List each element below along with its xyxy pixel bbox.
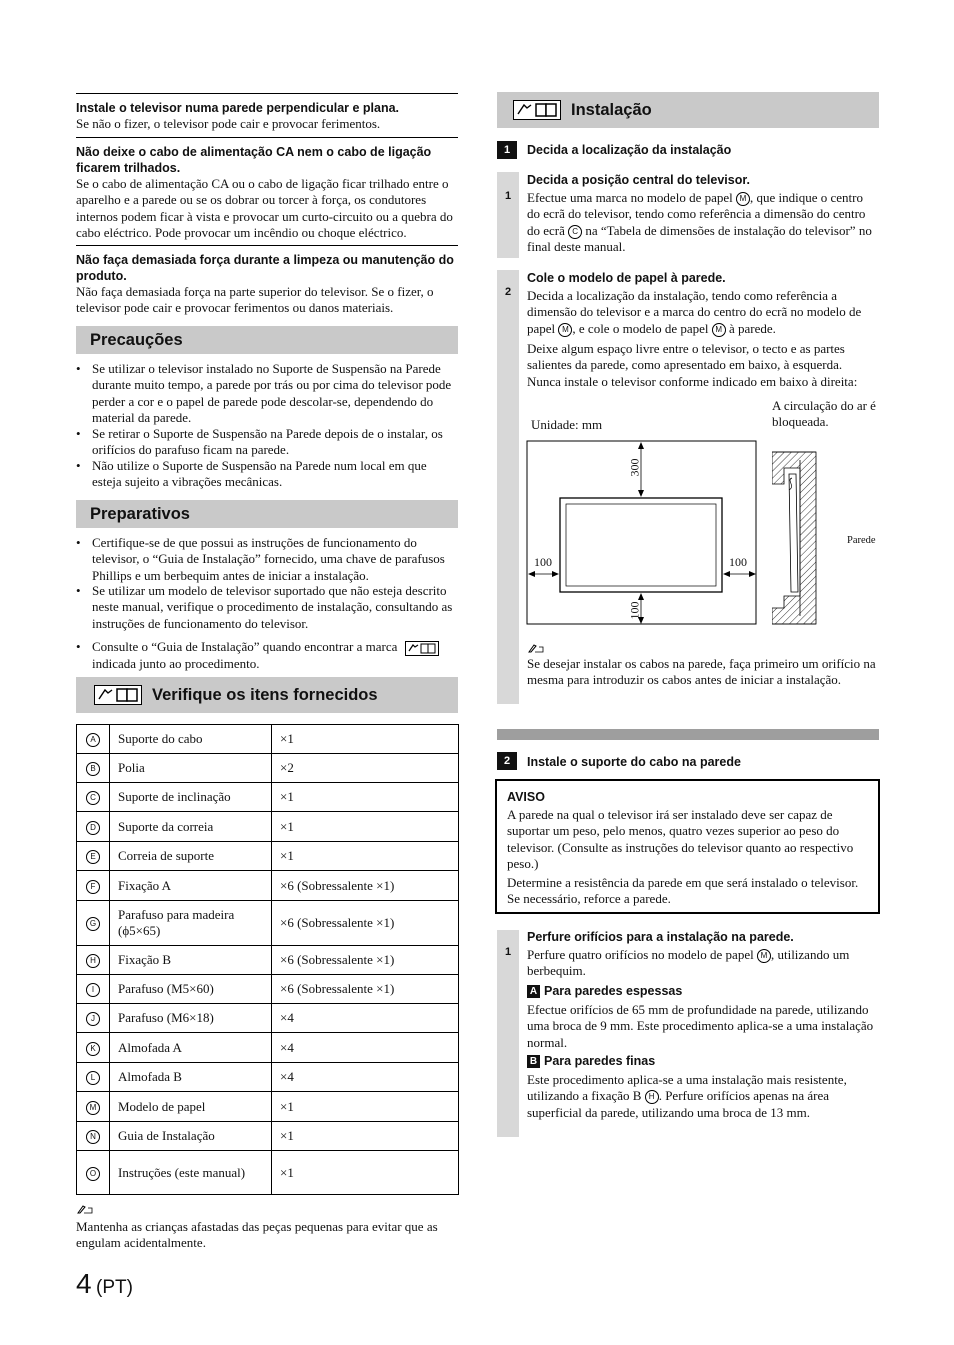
preparativos-heading: Preparativos: [76, 500, 458, 528]
step-title-1: Decida a localização da instalação: [527, 143, 732, 157]
item-qty: ×6 (Sobressalente ×1): [272, 871, 459, 901]
table-row: [77, 1122, 459, 1151]
item-letter-badge: C: [86, 791, 100, 805]
table-row: [77, 946, 459, 975]
diagram-unit: Unidade: mm: [531, 417, 603, 432]
list-item: • Certifique-se de que possui as instruções de funcionamento do televisor, o “Guia de Instalação” fornecido, uma chave de parafusos Phillips e um berbequim antes de iniciar a instalação.: [76, 535, 445, 583]
list-item: • Se retirar o Suporte de Suspensão na Parede depois de o instalar, os orifícios do parafuso ficam na parede.: [76, 426, 443, 458]
step-number-1: 1: [497, 141, 517, 159]
guide-book-icon: [405, 641, 439, 656]
item-name: Fixação B: [110, 946, 272, 975]
item-name: Parafuso (M5×60): [110, 975, 272, 1004]
item-letter-badge: E: [86, 850, 100, 864]
substep-body-2: Decida a localização da instalação, tendo como referência a dimensão do televisor e a marca do centro do ecrã no modelo de papel M , e cole o modelo de papel M à parede.: [527, 288, 862, 336]
item-qty: ×1: [272, 1151, 459, 1195]
item-letter-badge: M: [86, 1101, 100, 1115]
table-row: [77, 975, 459, 1004]
item-name: Polia: [110, 754, 272, 783]
item-name: Parafuso para madeira (ϕ5×65): [110, 901, 272, 946]
item-qty: ×6 (Sobressalente ×1): [272, 946, 459, 975]
item-letter: [77, 901, 110, 946]
note-pencil-icon: [528, 641, 544, 653]
table-row: [77, 725, 459, 754]
item-qty: ×1: [272, 783, 459, 812]
list-item: • Se utilizar o televisor instalado no Suporte de Suspensão na Parede durante muito tempo, a parede por trás ou por cima do televisor pode perder a cor e o papel de parede pode descolar-se, dependendo do material da parede.: [76, 361, 452, 425]
item-letter: [77, 946, 110, 975]
item-letter-badge: K: [86, 1042, 100, 1056]
table-row: [77, 871, 459, 901]
table-row: [77, 901, 459, 946]
item-letter: [77, 1122, 110, 1151]
table-row: [77, 842, 459, 871]
rule: [76, 93, 458, 94]
divider-bar: [497, 729, 879, 740]
items-note: Mantenha as crianças afastadas das peças pequenas para evitar que as engulam acidentalmente.: [76, 1219, 438, 1251]
thick-walls-title: A Para paredes espessas: [527, 983, 879, 999]
item-letter: [77, 725, 110, 754]
table-row: [77, 1004, 459, 1033]
substep-bar: 1: [497, 172, 519, 258]
item-name: Instruções (este manual): [110, 1151, 272, 1195]
table-row: [77, 1151, 459, 1195]
diagram-right-label: 100: [729, 555, 747, 569]
item-qty: ×6 (Sobressalente ×1): [272, 975, 459, 1004]
item-letter-badge: N: [86, 1130, 100, 1144]
items-heading: Verifique os itens fornecidos: [76, 677, 458, 713]
warning-body-1: Se não o fizer, o televisor pode cair e provocar ferimentos.: [76, 116, 381, 131]
diagram-air-note: A circulação do ar é bloqueada.: [772, 398, 876, 430]
guide-book-icon: [94, 685, 142, 705]
item-qty: ×4: [272, 1063, 459, 1092]
item-letter-badge: G: [86, 917, 100, 931]
page-number: 4 (PT): [76, 1268, 133, 1299]
item-name: Modelo de papel: [110, 1092, 272, 1122]
warning-box-title: AVISO: [507, 790, 545, 804]
item-letter: [77, 842, 110, 871]
item-letter: [77, 871, 110, 901]
guide-book-icon: [513, 100, 561, 120]
item-name: Suporte do cabo: [110, 725, 272, 754]
item-letter: [77, 1033, 110, 1063]
warning-box-p1: A parede na qual o televisor irá ser instalado deve ser capaz de suportar um peso, pelo menos, quatro vezes superior ao peso do televisor. (Consulte as instruções do televisor quanto ao respectivo peso.): [507, 807, 854, 871]
diagram-wall-label: Parede: [847, 535, 876, 546]
note-pencil-icon: [77, 1202, 93, 1214]
item-letter-badge: A: [86, 733, 100, 747]
thick-walls-body: Efectue orifícios de 65 mm de profundidade na parede, utilizando uma broca de 9 mm. Este procedimento aplica-se a uma instalação normal.: [527, 1002, 874, 1050]
table-row: [77, 783, 459, 812]
item-letter: [77, 1151, 110, 1195]
precautions-heading: Precauções: [76, 326, 458, 354]
item-letter: [77, 975, 110, 1004]
substep-title-21: Perfure orifícios para a instalação na parede.: [527, 930, 794, 944]
list-item: • Consulte o “Guia de Instalação” quando encontrar a marca indicada junto ao procedimento.: [76, 639, 458, 672]
table-row: [77, 812, 459, 842]
items-table: [76, 724, 459, 1195]
diagram-top-label: 300: [627, 458, 642, 477]
warning-body-2: Se o cabo de alimentação CA ou o cabo de ligação ficar trilhado entre o aparelho e a parede ou se os dobrar ou torcer à força, os condutores internos podem ficar à vista e provocar um curto-circuito ou a quebra do cabo eléctrico. Pode provocar um incêndio ou choque eléctrico.: [76, 176, 453, 240]
table-row: [77, 1092, 459, 1122]
warning-box-p2: Determine a resistência da parede em que será instalado o televisor. Se necessário, reforce a parede.: [507, 875, 859, 907]
item-name: Suporte de inclinação: [110, 783, 272, 812]
table-row: [77, 1033, 459, 1063]
diagram-left-label: 100: [534, 555, 552, 569]
item-letter-badge: L: [86, 1071, 100, 1085]
item-qty: ×2: [272, 754, 459, 783]
table-row: [77, 1063, 459, 1092]
item-qty: ×6 (Sobressalente ×1): [272, 901, 459, 946]
item-name: Suporte da correia: [110, 812, 272, 842]
list-item: • Se utilizar um modelo de televisor suportado que não esteja descrito neste manual, verifique o procedimento de instalação, consultando as instruções de funcionamento do televisor.: [76, 583, 453, 631]
item-letter-badge: J: [86, 1012, 100, 1026]
item-letter-badge: B: [86, 762, 100, 776]
item-letter: [77, 1063, 110, 1092]
item-letter: [77, 812, 110, 842]
install-heading: Instalação: [497, 92, 879, 128]
substep-body-21: Perfure quatro orifícios no modelo de papel M , utilizando um berbequim.: [527, 947, 850, 979]
item-letter-badge: O: [86, 1167, 100, 1181]
warning-box: [495, 779, 880, 914]
substep-note-2: Se desejar instalar os cabos na parede, faça primeiro um orifício na mesma para introduzir os cabos antes de iniciar a instalação.: [527, 656, 876, 688]
step-number-2: 2: [497, 752, 517, 770]
substep-bar: 2: [497, 270, 519, 704]
diagram-bottom-label: 100: [627, 601, 642, 620]
warning-title-1: Instale o televisor numa parede perpendicular e plana.: [76, 101, 400, 115]
item-letter: [77, 1092, 110, 1122]
substep-title-1: Decida a posição central do televisor.: [527, 173, 751, 187]
wall-diagram: [772, 450, 848, 626]
item-letter-badge: H: [86, 954, 100, 968]
thin-walls-body: Este procedimento aplica-se a uma instalação mais resistente, utilizando a fixação B H . Perfure orifícios apenas na área superficial da parede, utilizando uma broca de 13 mm.: [527, 1072, 847, 1120]
item-qty: ×1: [272, 1092, 459, 1122]
substep-body-2b: Deixe algum espaço livre entre o televisor, o tecto e as partes salientes da parede, como apresentado em baixo, à esquerda. Nunca instale o televisor conforme indicado em baixo à direita:: [527, 341, 858, 389]
thin-walls-title: B Para paredes finas: [527, 1053, 879, 1069]
warning-body-3: Não faça demasiada força na parte superior do televisor. Se o fizer, o televisor pode cair e provocar ferimentos ou danos materiais.: [76, 284, 434, 316]
warning-title-3: Não faça demasiada força durante a limpeza ou manutenção do produto.: [76, 253, 454, 283]
warning-title-2: Não deixe o cabo de alimentação CA nem o cabo de ligação ficarem trilhados.: [76, 145, 432, 175]
item-qty: ×1: [272, 812, 459, 842]
substep-body-1: Efectue uma marca no modelo de papel M , que indique o centro do ecrã do televisor, tendo como referência a dimensão do centro do ecrã C na “Tabela de dimensões de instalação do televisor” no final deste manual.: [527, 190, 872, 254]
rule: [76, 137, 458, 138]
item-name: Almofada A: [110, 1033, 272, 1063]
item-name: Almofada B: [110, 1063, 272, 1092]
step-title-2: Instale o suporte do cabo na parede: [527, 755, 741, 769]
item-name: Guia de Instalação: [110, 1122, 272, 1151]
table-row: [77, 754, 459, 783]
item-letter: [77, 754, 110, 783]
item-name: Fixação A: [110, 871, 272, 901]
item-letter: [77, 783, 110, 812]
item-name: Parafuso (M6×18): [110, 1004, 272, 1033]
item-qty: ×4: [272, 1004, 459, 1033]
substep-bar: 1: [497, 930, 519, 1137]
item-letter-badge: D: [86, 821, 100, 835]
item-letter: [77, 1004, 110, 1033]
rule: [76, 245, 458, 246]
list-item: • Não utilize o Suporte de Suspensão na Parede num local em que esteja sujeito a vibrações mecânicas.: [76, 458, 427, 490]
item-qty: ×1: [272, 725, 459, 754]
item-letter-badge: I: [86, 983, 100, 997]
item-qty: ×1: [272, 842, 459, 871]
substep-title-2: Cole o modelo de papel à parede.: [527, 271, 726, 285]
item-qty: ×4: [272, 1033, 459, 1063]
item-qty: ×1: [272, 1122, 459, 1151]
item-name: Correia de suporte: [110, 842, 272, 871]
item-letter-badge: F: [86, 880, 100, 894]
